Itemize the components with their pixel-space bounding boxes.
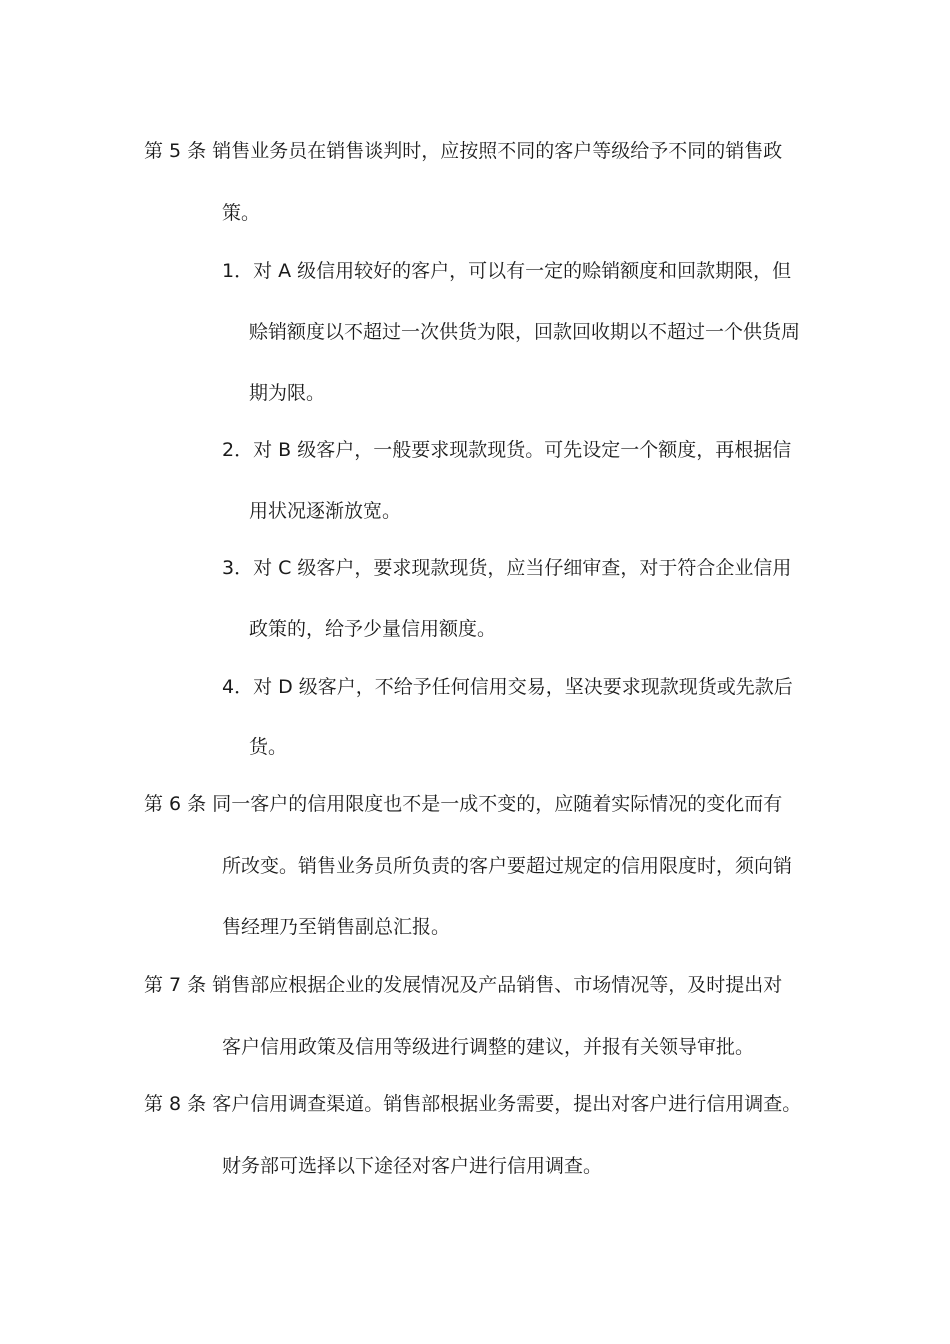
article-5-item-4-line-1: 4．对 D 级客户，不给予任何信用交易，坚决要求现款现货或先款后 [222,676,793,698]
article-5-line-2: 策。 [222,202,261,224]
article-5-item-4-line-2: 货。 [249,736,288,758]
article-7-line-2: 客户信用政策及信用等级进行调整的建议，并报有关领导审批。 [222,1036,755,1058]
article-7-line-1: 第 7 条 销售部应根据企业的发展情况及产品销售、市场情况等，及时提出对 [144,974,783,996]
article-5-item-2-line-1: 2．对 B 级客户，一般要求现款现货。可先设定一个额度，再根据信 [222,439,792,461]
article-6-line-3: 售经理乃至销售副总汇报。 [222,916,451,938]
article-5-item-1-line-3: 期为限。 [249,382,326,404]
article-6-line-2: 所改变。销售业务员所负责的客户要超过规定的信用限度时，须向销 [222,855,793,877]
article-8-line-1: 第 8 条 客户信用调查渠道。销售部根据业务需要，提出对客户进行信用调查。 [144,1093,802,1115]
article-5-item-1-line-1: 1．对 A 级信用较好的客户，可以有一定的赊销额度和回款期限，但 [222,260,792,282]
article-6-line-1: 第 6 条 同一客户的信用限度也不是一成不变的，应随着实际情况的变化而有 [144,793,783,815]
article-8-line-2: 财务部可选择以下途径对客户进行信用调查。 [222,1155,603,1177]
article-5-item-1-line-2: 赊销额度以不超过一次供货为限，回款回收期以不超过一个供货周 [249,321,801,343]
article-5-item-3-line-1: 3．对 C 级客户，要求现款现货，应当仔细审查，对于符合企业信用 [222,557,792,579]
article-5-line-1: 第 5 条 销售业务员在销售谈判时，应按照不同的客户等级给予不同的销售政 [144,140,783,162]
article-5-item-2-line-2: 用状况逐渐放宽。 [249,500,402,522]
article-5-item-3-line-2: 政策的，给予少量信用额度。 [249,618,497,640]
